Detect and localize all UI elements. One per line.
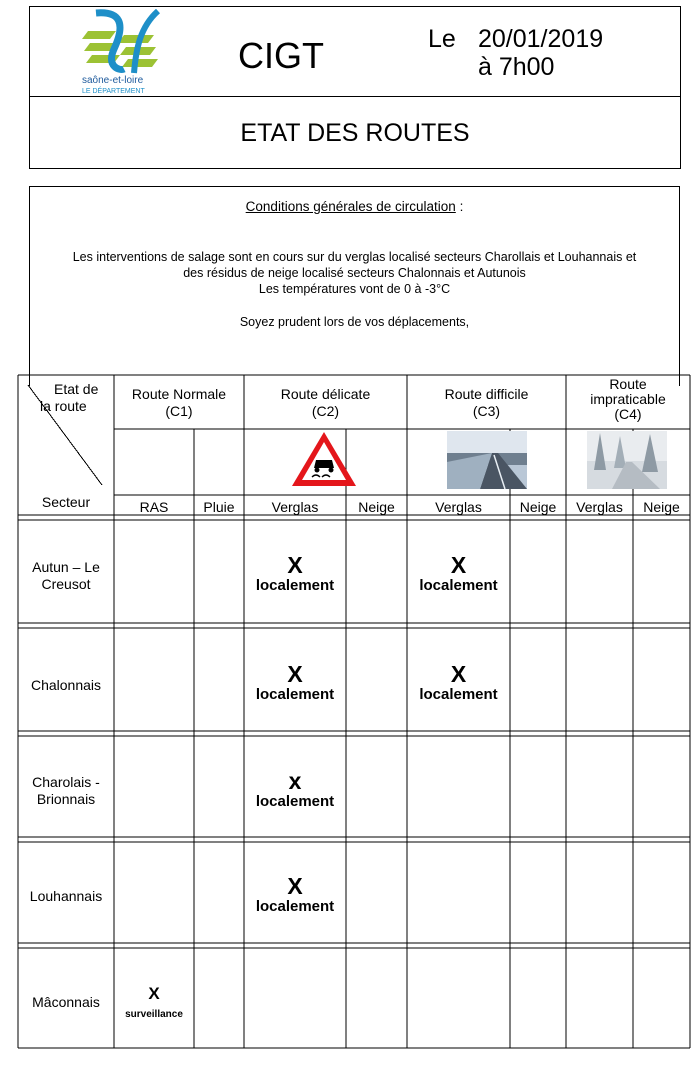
status-mark-x: x <box>288 768 302 794</box>
col-group-label: Route <box>609 376 647 392</box>
status-mark-word: localement <box>255 577 335 594</box>
col-group-c3 <box>407 386 566 420</box>
col-group-code: (C4) <box>614 406 642 422</box>
status-mark <box>244 553 346 595</box>
col-group-label: Route Normale <box>131 386 227 402</box>
status-mark-x: X <box>450 552 467 578</box>
date-prefix: Le <box>428 25 456 53</box>
subheader-c2-neige: Neige <box>358 499 395 515</box>
org-name: CIGT <box>238 35 324 76</box>
corner-label-line: Etat de <box>54 381 99 397</box>
subheader-ras: RAS <box>139 499 169 515</box>
sector-label-line: Chalonnais <box>30 677 102 693</box>
sector-label-line: Brionnais <box>36 791 96 807</box>
status-mark <box>244 662 346 704</box>
report-date: 20/01/2019 <box>478 25 604 53</box>
snowy-road-photo-icon <box>587 431 667 489</box>
col-group-c1 <box>114 386 244 420</box>
corner-label-line: la route <box>40 398 87 414</box>
status-mark <box>244 769 346 811</box>
sector-label-line: Creusot <box>41 576 91 592</box>
col-group-code: (C3) <box>472 403 501 419</box>
status-mark <box>407 662 510 704</box>
sector-label <box>18 994 114 1011</box>
status-mark-x: X <box>148 984 160 1003</box>
status-mark <box>407 553 510 595</box>
status-mark-word: localement <box>255 686 335 703</box>
subheader-c3-neige: Neige <box>519 499 557 515</box>
sector-label-line: Charolais - <box>32 774 100 790</box>
conditions-title-text: Conditions générales de circulation <box>245 199 456 214</box>
subheader-c4-verglas: Verglas <box>576 499 623 515</box>
status-mark-word: localement <box>255 898 335 915</box>
sector-label <box>18 677 114 694</box>
status-mark-word: localement <box>255 793 335 810</box>
logo-text: saône-et-loire <box>82 75 144 86</box>
sector-label <box>18 888 114 905</box>
report-hour: à 7h00 <box>478 53 555 81</box>
col-group-label: Route difficile <box>444 386 529 402</box>
status-mark <box>244 874 346 916</box>
conditions-title-colon: : <box>455 199 464 214</box>
status-mark-x: X <box>287 552 303 578</box>
col-group-label: impraticable <box>590 391 666 407</box>
logo-subtext: LE DÉPARTEMENT <box>82 88 145 95</box>
sector-label-line: Mâconnais <box>32 994 100 1010</box>
subheader-pluie: Pluie <box>203 499 235 515</box>
conditions-line: Les interventions de salage sont en cours sur du verglas localisé secteurs Charollais et Louhannais et <box>72 250 637 264</box>
status-mark-x: X <box>287 873 303 899</box>
status-mark-x: X <box>287 661 303 687</box>
sector-label <box>18 774 114 808</box>
subheader-c3-verglas: Verglas <box>435 499 482 515</box>
col-group-c2 <box>244 386 407 420</box>
sector-label-line: Autun – Le <box>32 559 100 575</box>
status-mark-word: surveillance <box>125 1009 183 1020</box>
conditions-advice: Soyez prudent lors de vos déplacements, <box>239 315 470 329</box>
status-mark-x: X <box>450 661 467 687</box>
col-group-code: (C1) <box>165 403 193 419</box>
sector-label <box>18 559 114 593</box>
col-group-label: Route délicate <box>280 386 371 402</box>
col-group-c4 <box>566 377 690 422</box>
corner-label-secteur: Secteur <box>41 494 91 510</box>
conditions-line: des résidus de neige localisé secteurs Chalonnais et Autunois <box>183 266 526 280</box>
icy-road-photo-icon <box>447 431 527 489</box>
col-group-code: (C2) <box>311 403 340 419</box>
page-title: ETAT DES ROUTES <box>240 119 470 147</box>
corner-label-top <box>40 381 114 415</box>
status-mark-word: localement <box>419 577 498 594</box>
subheader-c2-verglas: Verglas <box>271 499 319 515</box>
status-mark-word: localement <box>419 686 498 703</box>
conditions-line: Les températures vont de 0 à -3°C <box>258 282 451 296</box>
status-mark <box>114 982 194 1024</box>
subheader-c4-neige: Neige <box>643 499 680 515</box>
sector-label-line: Louhannais <box>29 888 103 904</box>
